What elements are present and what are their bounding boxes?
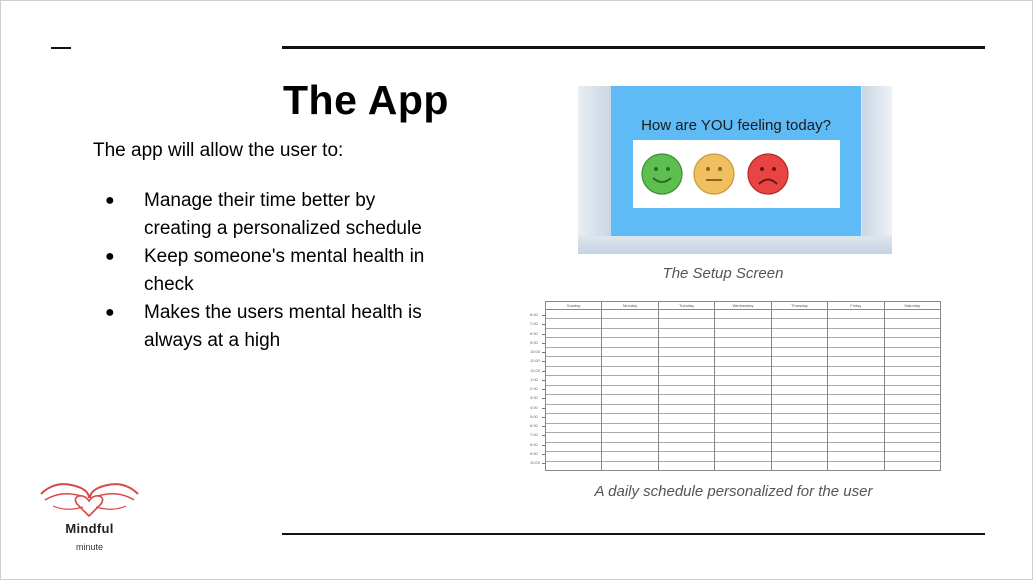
schedule-cell [602,442,658,451]
schedule-time-label: 10:00 [530,460,541,465]
schedule-cell [828,376,884,385]
schedule-row [546,452,941,461]
schedule-cell [828,328,884,337]
schedule-cell [828,310,884,319]
schedule-cell [546,414,602,423]
schedule-cell [884,366,940,375]
schedule-cell [658,452,714,461]
schedule-row [546,338,941,347]
schedule-cell [828,347,884,356]
schedule-cell [602,366,658,375]
schedule-cell [658,395,714,404]
schedule-cell [602,404,658,413]
schedule-cell [828,404,884,413]
schedule-cell [828,461,884,471]
slide-title: The App [283,77,449,123]
schedule-cell [602,461,658,471]
schedule-cell [602,423,658,432]
bullet-item: ● Manage their time better by creating a personalized schedule [105,190,422,239]
schedule-cell [602,395,658,404]
schedule-cell [715,385,771,394]
schedule-row [546,404,941,413]
schedule-time-label: 7:00 [530,321,538,327]
schedule-cell [884,385,940,394]
bullet-text: Keep someone's mental health in check [144,246,425,295]
schedule-cell [715,395,771,404]
schedule-cell [715,423,771,432]
schedule-time-column [530,301,544,473]
schedule-cell [602,347,658,356]
schedule-cell [715,347,771,356]
schedule-day-header: Saturday [884,302,940,310]
slide-dash [51,47,71,49]
schedule-caption: A daily schedule personalized for the user [594,483,873,500]
schedule-time-label: 6:00 [530,312,538,317]
schedule-cell [546,452,602,461]
schedule-cell [602,357,658,366]
schedule-cell [771,366,827,375]
schedule-time-label: 8:00 [530,330,538,336]
schedule-cell [771,338,827,347]
schedule-cell [546,423,602,432]
schedule-cell [828,442,884,451]
schedule-cell [602,414,658,423]
schedule-row [546,376,941,385]
schedule-cell [771,423,827,432]
schedule-cell [884,461,940,471]
schedule-cell [602,310,658,319]
schedule-row [546,385,941,394]
schedule-cell [658,376,714,385]
schedule-cell [828,385,884,394]
schedule-day-header: Monday [602,302,658,310]
schedule-cell [546,395,602,404]
schedule-cell [828,357,884,366]
logo-sub-text: minute [75,542,103,552]
schedule-cell [658,319,714,328]
schedule-cell [884,310,940,319]
schedule-cell [658,366,714,375]
schedule-day-header: Tuesday [658,302,714,310]
schedule-cell [602,452,658,461]
schedule-cell [715,376,771,385]
schedule-cell [884,442,940,451]
schedule-cell [715,366,771,375]
schedule-cell [715,328,771,337]
schedule-row [546,461,941,471]
schedule-time-label: 1:00 [530,376,538,382]
schedule-cell [658,433,714,442]
schedule-cell [546,310,602,319]
schedule-cell [884,347,940,356]
schedule-time-label: 2:00 [530,386,538,391]
neutral-face-icon [693,153,735,195]
schedule-cell [715,357,771,366]
schedule-cell [658,347,714,356]
hands-heart-icon [37,476,142,521]
schedule-cell [546,366,602,375]
schedule-cell [884,376,940,385]
schedule-cell [658,357,714,366]
schedule-time-label: 4:00 [530,404,538,410]
schedule-cell [602,319,658,328]
schedule-cell [715,452,771,461]
schedule-row [546,423,941,432]
logo-brand-text: Mindful [65,521,114,536]
schedule-cell [715,404,771,413]
schedule-cell [658,338,714,347]
schedule-row [546,328,941,337]
schedule-cell [771,376,827,385]
feeling-question: How are YOU feeling today? [641,117,831,134]
schedule-cell [658,442,714,451]
schedule-cell [771,452,827,461]
schedule-cell [771,414,827,423]
schedule-row [546,366,941,375]
schedule-time-label: 8:00 [530,441,538,447]
setup-screen-image [578,86,892,254]
schedule-cell [715,310,771,319]
schedule-row [546,414,941,423]
schedule-cell [884,404,940,413]
schedule-time-label: 7:00 [530,432,538,438]
schedule-cell [771,395,827,404]
schedule-cell [884,423,940,432]
mindful-minute-logo [37,476,142,556]
schedule-cell [658,385,714,394]
intro-text: The app will allow the user to: [93,140,344,161]
schedule-cell [884,319,940,328]
schedule-cell [658,423,714,432]
schedule-cell [771,319,827,328]
schedule-cell [884,433,940,442]
schedule-cell [828,366,884,375]
schedule-cell [884,414,940,423]
schedule-day-header: Sunday [546,302,602,310]
schedule-cell [771,442,827,451]
schedule-cell [546,328,602,337]
schedule-day-header: Friday [828,302,884,310]
schedule-cell [602,338,658,347]
bullet-text: Manage their time better by creating a personalized schedule [144,190,422,239]
schedule-cell [658,310,714,319]
schedule-cell [828,319,884,328]
schedule-cell [771,347,827,356]
schedule-cell [546,461,602,471]
schedule-cell [884,395,940,404]
top-rule [282,46,985,49]
schedule-time-label: 9:00 [530,450,538,456]
bullet-list [105,187,425,355]
schedule-cell [602,385,658,394]
schedule-cell [602,328,658,337]
schedule-cell [715,338,771,347]
schedule-time-label: 5:00 [530,413,538,419]
schedule-cell [658,404,714,413]
schedule-cell [715,433,771,442]
schedule-cell [546,433,602,442]
schedule-cell [715,414,771,423]
schedule-time-label: 9:00 [530,339,538,345]
schedule-time-label: 11:00 [530,358,540,364]
mood-card [633,140,840,208]
schedule-cell [546,376,602,385]
schedule-cell [546,338,602,347]
schedule-row [546,310,941,319]
schedule-row [546,395,941,404]
schedule-image [530,301,943,473]
schedule-cell [715,461,771,471]
schedule-cell [602,433,658,442]
schedule-cell [602,376,658,385]
schedule-cell [771,385,827,394]
schedule-cell [546,319,602,328]
schedule-cell [771,404,827,413]
schedule-cell [828,395,884,404]
schedule-cell [828,414,884,423]
bottom-rule [282,533,985,535]
sad-face-icon [747,153,789,195]
schedule-cell [828,338,884,347]
bullet-item: ● Makes the users mental health is always at a high [105,302,422,351]
schedule-cell [546,385,602,394]
schedule-cell [658,414,714,423]
schedule-cell [771,357,827,366]
schedule-cell [658,328,714,337]
schedule-row [546,433,941,442]
schedule-grid [545,301,941,471]
happy-face-icon [641,153,683,195]
schedule-cell [828,452,884,461]
bullet-item: ● Keep someone's mental health in check [105,246,425,295]
setup-screen-caption: The Setup Screen [662,265,784,282]
schedule-cell [828,423,884,432]
schedule-cell [546,347,602,356]
schedule-row [546,357,941,366]
schedule-row [546,347,941,356]
schedule-cell [771,461,827,471]
schedule-cell [546,357,602,366]
schedule-cell [546,442,602,451]
bullet-text: Makes the users mental health is always at a high [144,302,422,351]
schedule-cell [771,328,827,337]
schedule-cell [715,442,771,451]
schedule-time-label: 3:00 [530,395,538,401]
schedule-row [546,442,941,451]
schedule-time-label: 12:00 [530,367,541,373]
schedule-cell [771,433,827,442]
schedule-cell [546,404,602,413]
schedule-cell [658,461,714,471]
schedule-time-label: 6:00 [530,423,538,428]
schedule-cell [884,452,940,461]
schedule-cell [884,357,940,366]
schedule-cell [884,338,940,347]
schedule-day-header: Wednesday [715,302,771,310]
schedule-row [546,319,941,328]
schedule-cell [715,319,771,328]
schedule-day-header: Thursday [771,302,827,310]
schedule-cell [828,433,884,442]
setup-screen-panel [611,86,861,236]
schedule-time-label: 10:00 [530,349,541,354]
schedule-cell [771,310,827,319]
schedule-cell [884,328,940,337]
